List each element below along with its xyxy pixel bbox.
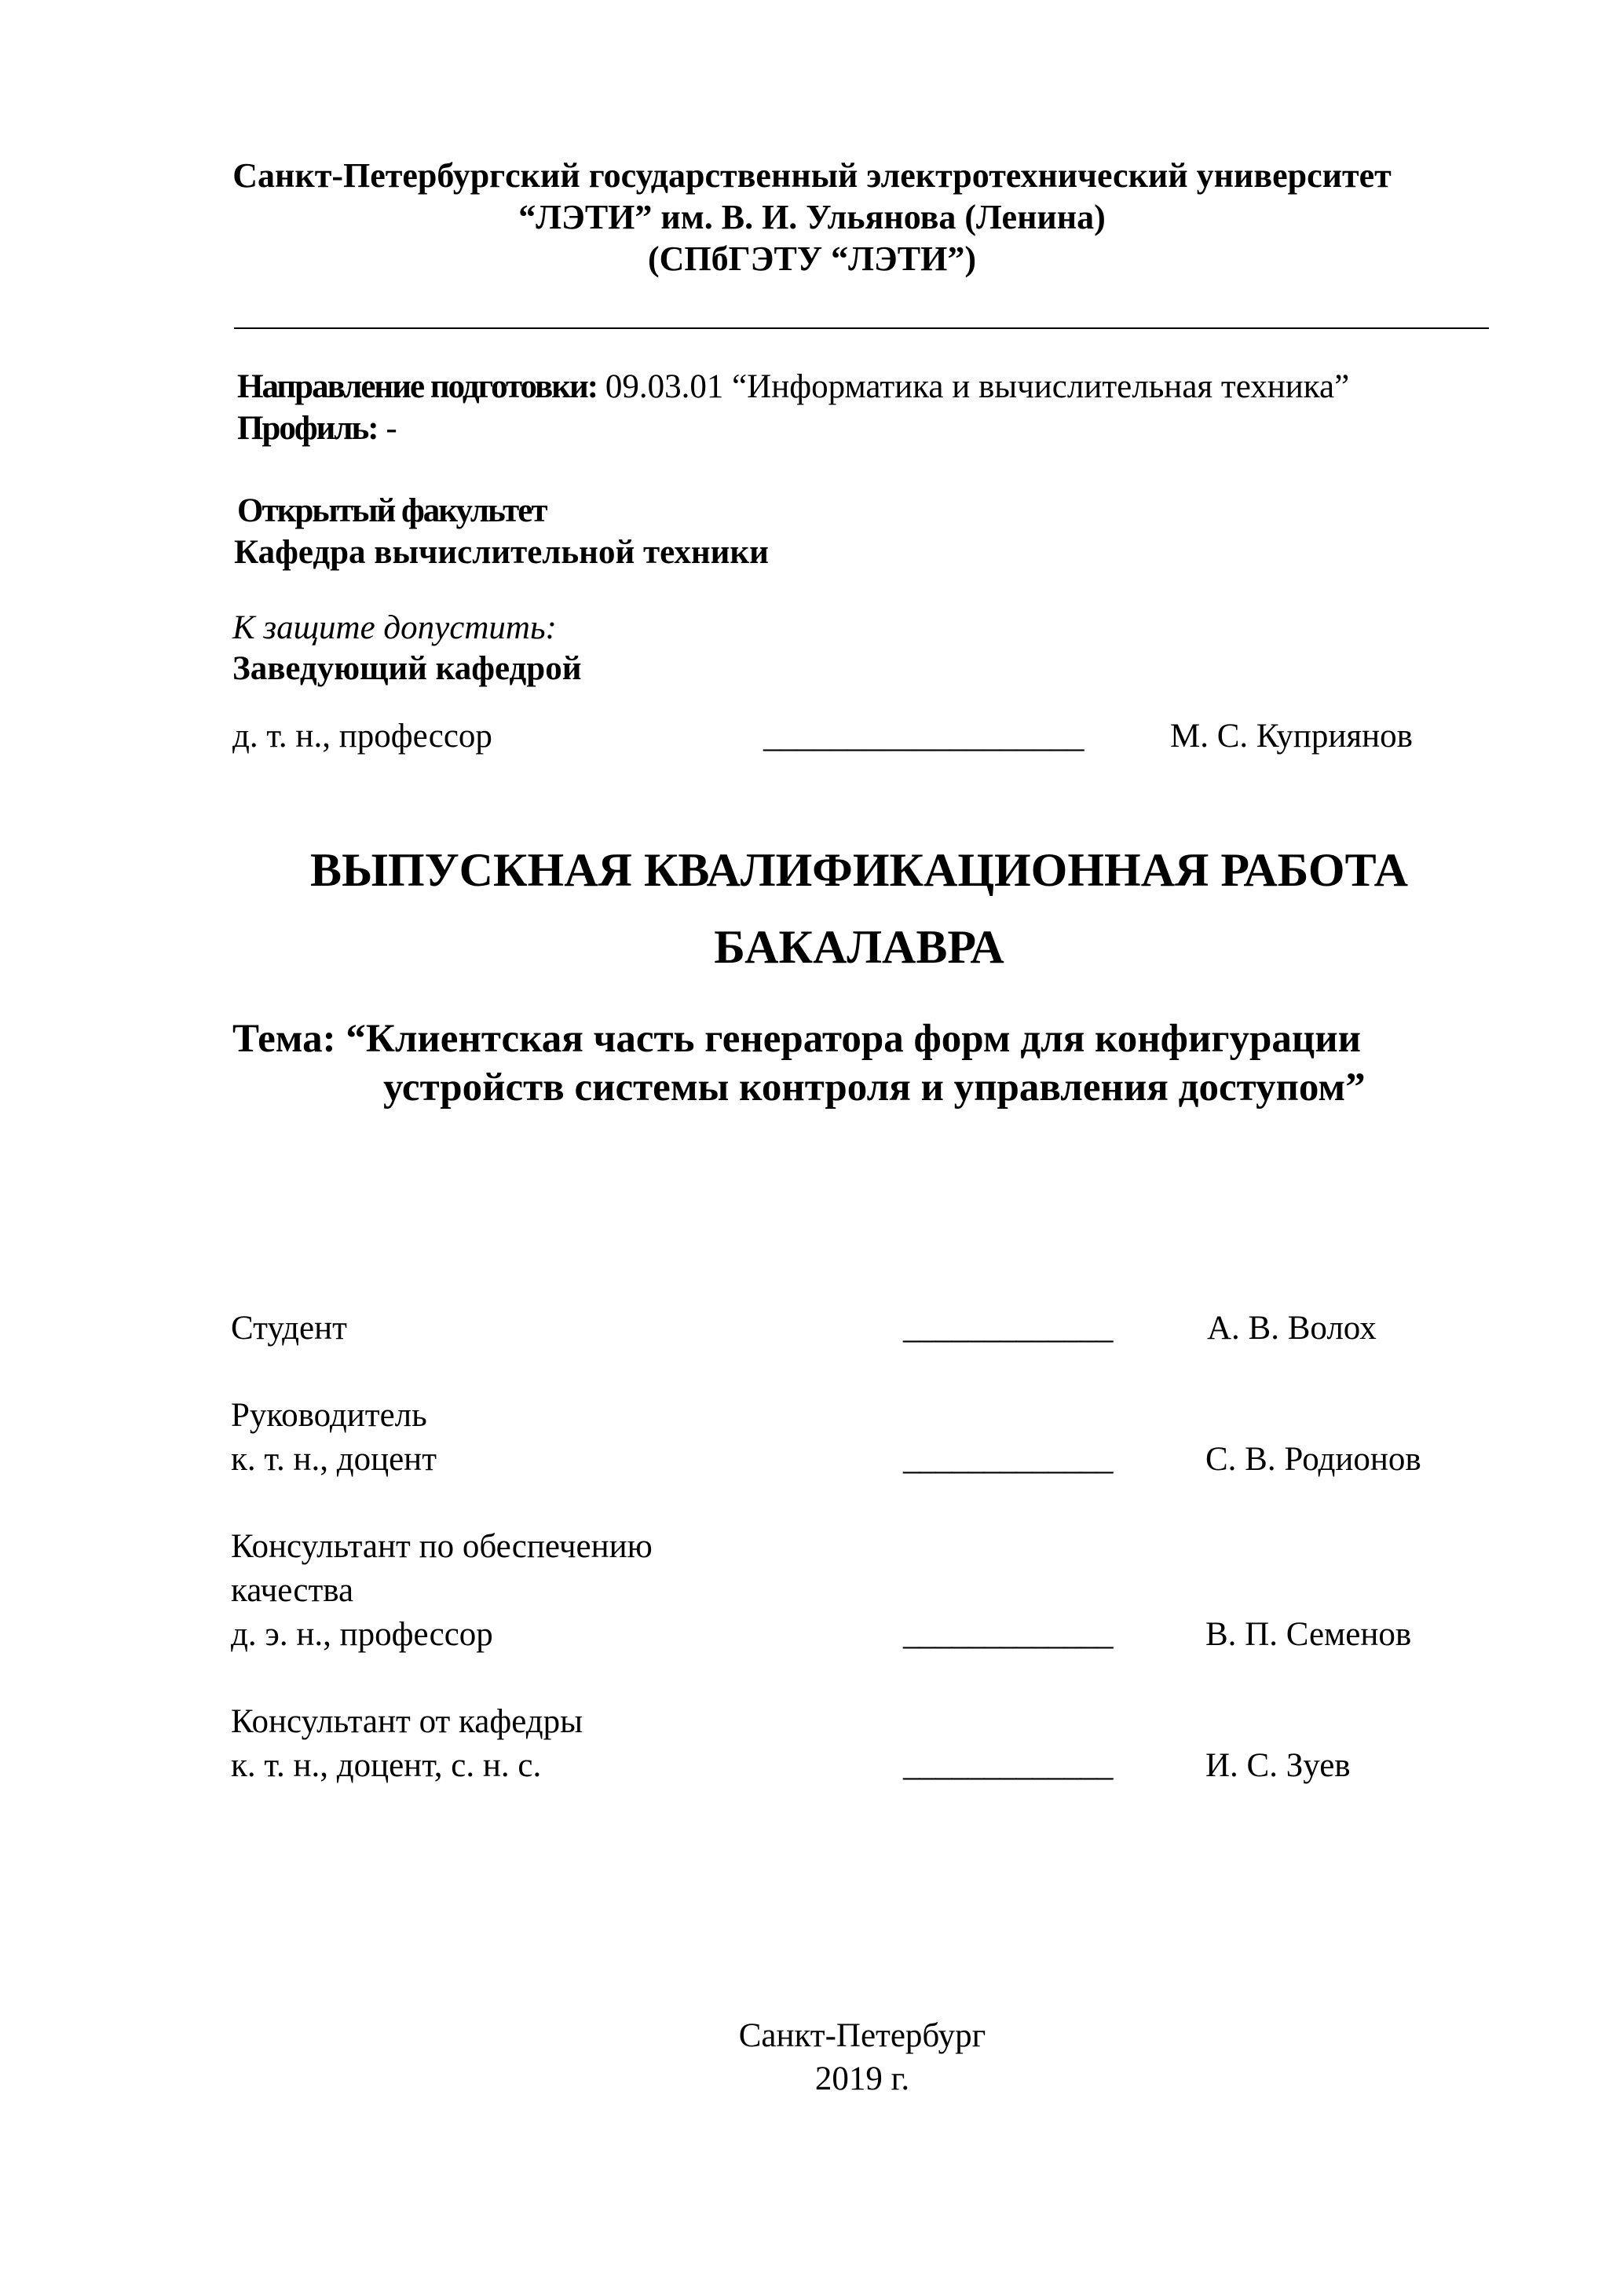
department-consultant-signature-line: _____________ — [903, 1746, 1113, 1783]
supervisor-rank: к. т. н., доцент — [231, 1441, 437, 1478]
quality-consultant-signature-line: _____________ — [903, 1615, 1113, 1652]
student-name: А. В. Волох — [1207, 1310, 1377, 1347]
faculty-name: Открытый факультет — [237, 492, 547, 529]
profile-line — [237, 408, 397, 449]
direction-value: 09.03.01 “Информатика и вычислительная техника” — [605, 368, 1350, 405]
profile-label: Профиль: — [237, 410, 378, 447]
direction-label: Направление подготовки: — [237, 368, 598, 405]
head-signature-line: ___________________ — [763, 718, 1084, 755]
admit-to-defense: К защите допустить: — [232, 609, 557, 646]
topic-line1: Тема: “Клиентская часть генератора форм для конфигурации — [232, 1017, 1362, 1061]
work-title-line2: БАКАЛАВРА — [714, 921, 1004, 973]
student-signature-line: _____________ — [903, 1309, 1113, 1346]
university-name-line2: “ЛЭТИ” им. В. И. Ульянова (Ленина) — [518, 198, 1106, 236]
quality-consultant-role-cont: качества — [231, 1572, 354, 1609]
footer-city: Санкт-Петербург — [738, 2017, 986, 2054]
quality-consultant-name: В. П. Семенов — [1205, 1616, 1412, 1653]
department-consultant-role: Консультант от кафедры — [231, 1703, 583, 1740]
supervisor-role: Руководитель — [231, 1397, 427, 1434]
quality-consultant-role: Консультант по обеспечению — [231, 1528, 653, 1565]
quality-consultant-rank: д. э. н., профессор — [231, 1616, 493, 1653]
footer-year: 2019 г. — [814, 2060, 910, 2097]
department-consultant-rank: к. т. н., доцент, с. н. с. — [231, 1747, 542, 1784]
work-title-line1: ВЫПУСКНАЯ КВАЛИФИКАЦИОННАЯ РАБОТА — [310, 844, 1408, 896]
university-abbreviation: (СПбГЭТУ “ЛЭТИ”) — [648, 239, 976, 278]
supervisor-name: С. В. Родионов — [1205, 1441, 1421, 1478]
head-of-department: Заведующий кафедрой — [232, 650, 582, 687]
department-name: Кафедра вычислительной техники — [234, 534, 769, 571]
direction-line — [237, 367, 1349, 408]
head-rank: д. т. н., профессор — [232, 718, 492, 755]
topic-line2: устройств системы контроля и управления доступом” — [383, 1066, 1366, 1110]
header-divider — [234, 327, 1489, 329]
profile-value: - — [386, 410, 397, 447]
university-name-line1: Санкт-Петербургский государственный электротехнический университет — [232, 156, 1392, 195]
supervisor-signature-line: _____________ — [903, 1440, 1113, 1477]
head-name: М. С. Куприянов — [1170, 718, 1413, 755]
department-consultant-name: И. С. Зуев — [1205, 1747, 1351, 1784]
student-role: Студент — [231, 1310, 347, 1347]
